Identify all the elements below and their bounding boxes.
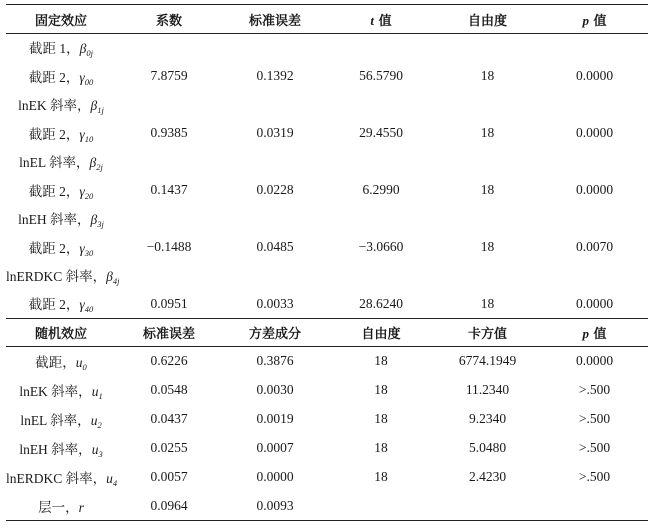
standard-error-cell: 0.0548 xyxy=(150,382,188,397)
variance-component-cell: 0.0007 xyxy=(256,440,294,455)
fixed-row-label: lnEL 斜率，$\beta_{2j}$ xyxy=(19,155,103,172)
standard-error-cell: 0.0228 xyxy=(256,182,294,197)
p-symbol: p xyxy=(582,326,589,341)
fixed-row-label: lnEH 斜率，$\beta_{3j}$ xyxy=(18,212,104,229)
variance-component-cell: 0.0030 xyxy=(256,382,294,397)
header-coefficient: 系数 xyxy=(155,13,182,29)
t-value-cell: −3.0660 xyxy=(358,239,404,254)
coefficient-cell: 0.9385 xyxy=(150,125,188,140)
header-p-value xyxy=(541,5,648,34)
chi-square-cell: 2.4230 xyxy=(468,469,507,484)
standard-error-cell: 0.1392 xyxy=(256,68,294,83)
fixed-row xyxy=(6,148,648,176)
df-cell: 18 xyxy=(374,411,388,426)
p-value-cell: 0.0000 xyxy=(575,182,614,197)
random-row xyxy=(6,405,648,434)
standard-error-cell: 0.0964 xyxy=(150,497,188,513)
p-symbol: p xyxy=(582,12,589,28)
fixed-row xyxy=(6,62,648,91)
header-p-value xyxy=(541,319,648,347)
chi-square-cell: 6774.1949 xyxy=(458,353,517,369)
fixed-row-label: 截距 2，$\gamma_{40}$ xyxy=(28,297,94,315)
random-row xyxy=(6,347,648,376)
standard-error-cell: 0.6226 xyxy=(150,353,188,369)
header-t-value xyxy=(328,5,434,34)
fixed-row-label: 截距 2，$\gamma_{00}$ xyxy=(28,69,94,87)
df-cell: 18 xyxy=(374,382,388,397)
random-row-label: lnERDKC 斜率，$u_4$ xyxy=(6,470,118,488)
coefficient-cell: 7.8759 xyxy=(150,68,188,83)
p-value-cell: >.500 xyxy=(578,382,611,397)
t-value-cell: 28.6240 xyxy=(359,295,403,311)
t-value-suffix: 值 xyxy=(374,13,392,29)
fixed-row xyxy=(6,233,648,262)
variance-component-cell: 0.3876 xyxy=(256,353,294,369)
header-standard-error: 标准误差 xyxy=(248,13,301,29)
p-value-cell: 0.0000 xyxy=(575,68,614,83)
header-chi-square: 卡方值 xyxy=(467,327,507,342)
df-cell: 18 xyxy=(374,469,388,484)
p-value-cell: >.500 xyxy=(578,411,611,426)
t-value-cell: 29.4550 xyxy=(359,125,403,140)
df-cell: 18 xyxy=(480,125,495,140)
coefficient-cell: 0.1437 xyxy=(150,182,188,197)
standard-error-cell: 0.0057 xyxy=(150,469,188,484)
fixed-row xyxy=(6,91,648,119)
df-cell: 18 xyxy=(480,295,495,311)
random-row xyxy=(6,463,648,492)
random-row-label: lnEL 斜率，$u_2$ xyxy=(20,412,102,430)
p-value-cell: 0.0000 xyxy=(575,353,614,369)
chi-square-cell: 5.0480 xyxy=(468,440,507,455)
hlm-results-table xyxy=(6,4,648,521)
random-row xyxy=(6,492,648,521)
p-value-cell: 0.0070 xyxy=(575,239,614,254)
header-variance-component: 方差成分 xyxy=(248,327,301,342)
fixed-row xyxy=(6,290,648,319)
df-cell: 18 xyxy=(480,182,495,197)
random-row-label: lnEH 斜率，$u_3$ xyxy=(19,441,103,459)
p-value-cell: >.500 xyxy=(578,440,611,455)
random-effects-header-row xyxy=(6,319,648,347)
chi-square-cell: 11.2340 xyxy=(465,382,510,397)
fixed-row-label: 截距 2，$\gamma_{20}$ xyxy=(28,183,94,201)
t-value-cell: 6.2990 xyxy=(362,182,400,197)
df-cell: 18 xyxy=(374,440,388,455)
df-cell: 18 xyxy=(480,239,495,254)
variance-component-cell: 0.0000 xyxy=(256,469,294,484)
standard-error-cell: 0.0255 xyxy=(150,440,188,455)
p-value-suffix: 值 xyxy=(588,13,607,29)
t-symbol: t xyxy=(370,12,375,28)
fixed-row xyxy=(6,262,648,290)
fixed-row xyxy=(6,34,648,62)
random-row-label: lnEK 斜率，$u_1$ xyxy=(19,383,103,401)
standard-error-cell: 0.0319 xyxy=(256,125,294,140)
random-row xyxy=(6,376,648,405)
fixed-effects-header-row xyxy=(6,5,648,34)
fixed-row xyxy=(6,176,648,205)
fixed-row-label: 截距 2，$\gamma_{10}$ xyxy=(28,126,94,144)
df-cell: 18 xyxy=(480,68,495,83)
df-cell: 18 xyxy=(374,353,388,369)
fixed-row-label: 截距 1，$\beta_{0j}$ xyxy=(29,41,93,59)
variance-component-cell: 0.0019 xyxy=(256,411,294,426)
standard-error-cell: 0.0485 xyxy=(256,239,294,254)
header-degrees-of-freedom: 自由度 xyxy=(467,13,507,29)
fixed-row-label: 截距 2，$\gamma_{30}$ xyxy=(28,240,94,258)
header-degrees-of-freedom: 自由度 xyxy=(361,327,401,342)
coefficient-cell: 0.0951 xyxy=(150,295,188,311)
chi-square-cell: 9.2340 xyxy=(468,411,507,426)
fixed-row xyxy=(6,205,648,233)
variance-component-cell: 0.0093 xyxy=(256,497,294,513)
p-value-cell: 0.0000 xyxy=(575,295,614,311)
header-standard-error: 标准误差 xyxy=(142,327,195,342)
random-row-label: 截距，$u_0$ xyxy=(35,354,87,372)
t-value-cell: 56.5790 xyxy=(359,68,403,83)
fixed-row-label: lnERDKC 斜率，$\beta_{4j}$ xyxy=(6,269,120,286)
p-value-cell: >.500 xyxy=(578,469,611,484)
random-row xyxy=(6,434,648,463)
standard-error-cell: 0.0437 xyxy=(150,411,188,426)
fixed-row xyxy=(6,119,648,148)
standard-error-cell: 0.0033 xyxy=(256,295,294,311)
header-fixed-effect: 固定效应 xyxy=(34,13,87,29)
header-random-effect: 随机效应 xyxy=(34,327,87,342)
p-value-suffix: 值 xyxy=(588,327,607,342)
random-row-label: 层一，r xyxy=(38,499,84,515)
coefficient-cell: −0.1488 xyxy=(146,239,192,254)
fixed-row-label: lnEK 斜率，$\beta_{1j}$ xyxy=(18,98,104,115)
p-value-cell: 0.0000 xyxy=(575,125,614,140)
